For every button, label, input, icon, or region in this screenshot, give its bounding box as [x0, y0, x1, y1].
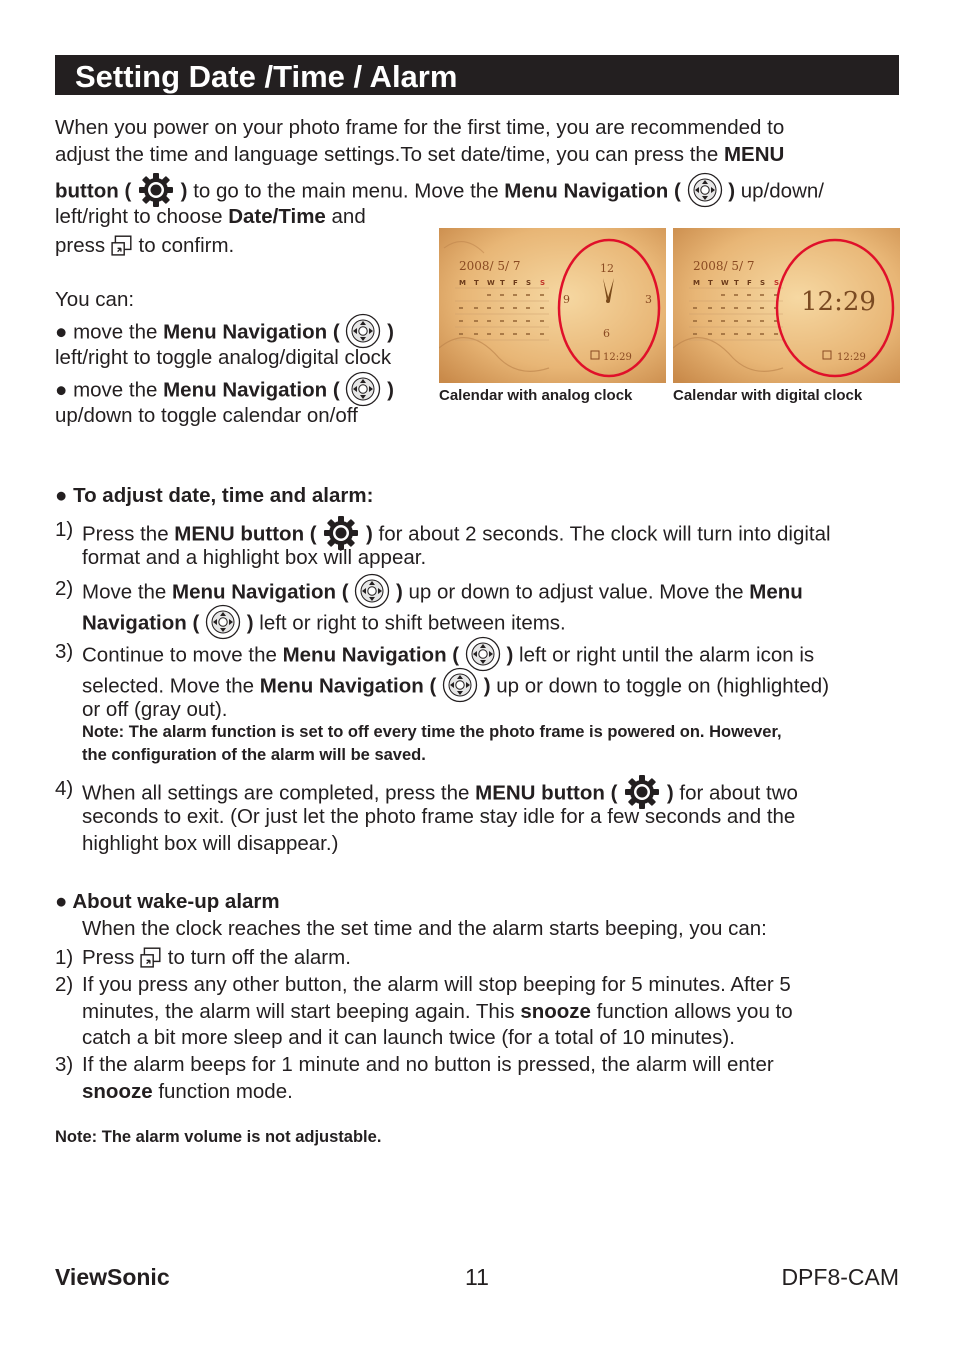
svg-text:S: S	[760, 279, 766, 287]
step-4-line-3: highlight box will disappear.)	[82, 832, 339, 855]
step-4-number: 4)	[55, 777, 74, 800]
navigation-pad-icon	[354, 573, 390, 609]
svg-text:T: T	[734, 279, 739, 287]
intro-line-3: button ( ) to go to the main menu. Move the Menu Navigation ( ) up/down/	[55, 173, 824, 211]
enter-key-icon	[140, 946, 162, 968]
step-4-line-2: seconds to exit. (Or just let the photo frame stay idle for a few seconds and the	[82, 805, 796, 828]
wake-2-line-3: catch a bit more sleep and it can launch twice (for a total of 10 minutes).	[82, 1026, 735, 1049]
svg-text:T: T	[500, 279, 505, 287]
step-3: Continue to move the Menu Navigation ( ) left or right until the alarm icon is	[82, 638, 814, 674]
svg-text:S: S	[526, 279, 532, 287]
navigation-pad-icon	[205, 604, 241, 640]
step-1-line-2: format and a highlight box will appear.	[82, 546, 427, 569]
intro-line-5: press to confirm.	[55, 234, 235, 257]
footer-brand: ViewSonic	[55, 1264, 170, 1290]
intro-line-2: adjust the time and language settings.To set date/time, you can press the MENU	[55, 143, 785, 166]
enter-key-icon	[111, 234, 133, 256]
analog-clock-screenshot	[439, 228, 666, 383]
svg-text:W: W	[487, 279, 495, 287]
digital-clock-screenshot	[673, 228, 900, 383]
digital-caption: Calendar with digital clock	[673, 387, 863, 404]
page-title: Setting Date /Time / Alarm	[75, 59, 458, 94]
calendar-date: 2008/ 5/ 7	[459, 259, 521, 273]
svg-text:T: T	[474, 279, 479, 287]
svg-text:12: 12	[600, 262, 614, 275]
svg-text:W: W	[721, 279, 729, 287]
step-3-number: 3)	[55, 640, 74, 663]
svg-text:F: F	[747, 279, 752, 287]
analog-caption: Calendar with analog clock	[439, 387, 633, 404]
you-can-bullet-2: ● move the Menu Navigation ( )	[55, 373, 394, 409]
svg-text:F: F	[513, 279, 518, 287]
svg-text:6: 6	[603, 327, 610, 340]
step-3-line-2: selected. Move the Menu Navigation ( ) up or down to toggle on (highlighted)	[82, 669, 829, 705]
svg-text:3: 3	[645, 293, 652, 306]
step-2: Move the Menu Navigation ( ) up or down to adjust value. Move the Menu	[82, 575, 803, 611]
step-4: When all settings are completed, press the MENU button ( ) for about two	[82, 775, 798, 813]
step-3-line-3: or off (gray out).	[82, 698, 228, 721]
you-can-bullet-1: ● move the Menu Navigation ( )	[55, 315, 394, 351]
footer-page-number: 11	[465, 1264, 489, 1290]
wake-3-line-2: snooze function mode.	[82, 1080, 293, 1103]
svg-text:12:29: 12:29	[603, 352, 632, 363]
step-1: Press the MENU button ( ) for about 2 seconds. The clock will turn into digital	[82, 516, 831, 554]
you-can-label: You can:	[55, 288, 135, 311]
wake-2-line-2: minutes, the alarm will start beeping again. This snooze function allows you to	[82, 1000, 793, 1023]
navigation-pad-icon	[687, 172, 723, 208]
wake-heading: ● About wake-up alarm	[55, 890, 280, 913]
navigation-pad-icon	[442, 667, 478, 703]
you-can-bullet-1-text: left/right to toggle analog/digital clock	[55, 346, 392, 369]
svg-text:S: S	[540, 279, 546, 287]
footer-model: DPF8-CAM	[781, 1264, 899, 1290]
wake-1-number: 1)	[55, 946, 74, 969]
big-digital-time: 12:29	[801, 287, 876, 317]
svg-text:S: S	[774, 279, 780, 287]
intro-line-4: left/right to choose Date/Time and	[55, 205, 366, 228]
intro-line-1: When you power on your photo frame for the first time, you are recommended to	[55, 116, 785, 139]
wake-2: If you press any other button, the alarm will stop beeping for 5 minutes. After 5	[82, 973, 791, 996]
alarm-note-line-2: the configuration of the alarm will be saved.	[82, 746, 426, 764]
title-bar	[55, 55, 899, 95]
step-2-number: 2)	[55, 577, 74, 600]
wake-3-number: 3)	[55, 1053, 74, 1076]
wake-3: If the alarm beeps for 1 minute and no button is pressed, the alarm will enter	[82, 1053, 774, 1076]
svg-text:M: M	[693, 279, 700, 287]
wake-1: Press to turn off the alarm.	[82, 946, 351, 969]
wake-intro: When the clock reaches the set time and the alarm starts beeping, you can:	[82, 917, 767, 940]
adjust-heading: ● To adjust date, time and alarm:	[55, 484, 374, 507]
alarm-note-line-1: Note: The alarm function is set to off every time the photo frame is powered on. However,	[82, 723, 782, 741]
svg-text:9: 9	[563, 293, 570, 306]
svg-text:M: M	[459, 279, 466, 287]
step-2-line-2: Navigation ( ) left or right to shift between items.	[82, 606, 566, 642]
svg-text:T: T	[708, 279, 713, 287]
you-can-bullet-2-text: up/down to toggle calendar on/off	[55, 404, 358, 427]
volume-note: Note: The alarm volume is not adjustable.	[55, 1128, 382, 1146]
svg-text:12:29: 12:29	[837, 352, 866, 363]
calendar-date: 2008/ 5/ 7	[693, 259, 755, 273]
step-1-number: 1)	[55, 518, 74, 541]
wake-2-number: 2)	[55, 973, 74, 996]
